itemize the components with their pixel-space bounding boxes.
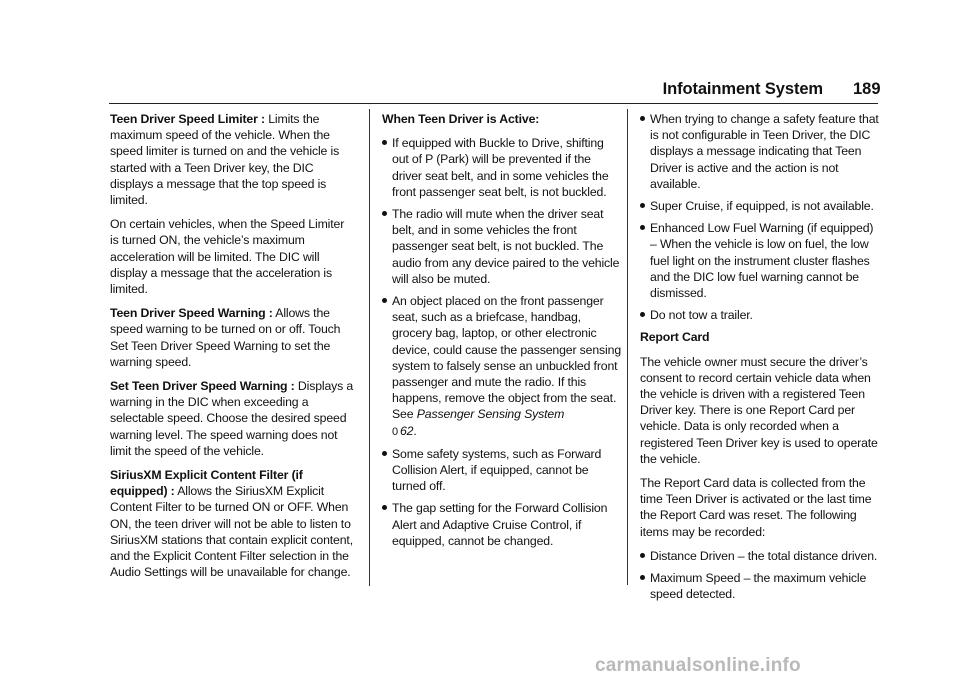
paragraph-set-speed-warning: Set Teen Driver Speed Warning : Displays a warning in the DIC when exceeding a selectable speed. Choose the desired speed warning level. The speed warning does not limit the speed of the vehicle. bbox=[110, 379, 354, 458]
paragraph-speed-limiter: Teen Driver Speed Limiter : Limits the maximum speed of the vehicle. When the speed limiter is turned on and the vehicle is started with a Teen Driver key, the DIC displays a message that the top speed is limited. bbox=[110, 112, 340, 208]
list-item: An object placed on the front passenger seat, such as a briefcase, handbag, grocery bag, laptop, or other electronic device, could cause the passenger sensing system to falsely sense an unbuckled front passenger and mute the radio. If this happens, remove the object from the seat. See Passenger Sensing System 0 62. bbox=[382, 293, 622, 440]
paragraph-acceleration: On certain vehicles, when the Speed Limiter is turned ON, the vehicle’s maximum acceleration will be limited. The DIC will display a message that the acceleration is limited. bbox=[110, 217, 345, 297]
term-label: Set Teen Driver Speed Warning : bbox=[110, 379, 295, 394]
bullet-icon bbox=[382, 211, 387, 216]
list-item: The radio will mute when the driver seat belt, and in some vehicles the front passenger seat belt, is not buckled. The audio from any device paired to the vehicle will also be muted. bbox=[382, 206, 622, 287]
column-3 bbox=[640, 111, 880, 608]
bullet-icon bbox=[640, 575, 645, 580]
bullet-icon bbox=[640, 116, 645, 121]
list-item: Do not tow a trailer. bbox=[640, 307, 880, 323]
paragraph-explicit-filter: SiriusXM Explicit Content Filter (if equipped) : Allows the SiriusXM Explicit Content Filter to be turned ON or OFF. When ON, the teen driver will not be able to listen to SiriusXM stations that contain explicit content, and the Explicit Content Filter selection in the Audio Settings will be unavailable for change. bbox=[110, 468, 353, 580]
subheading-report-card: Report Card bbox=[640, 330, 710, 345]
list-item: If equipped with Buckle to Drive, shifting out of P (Park) will be prevented if the driver seat belt, and in some vehicles the front passenger seat belt, is not buckled. bbox=[382, 135, 622, 200]
list-item: Distance Driven – the total distance driven. bbox=[640, 548, 880, 564]
term-label: Teen Driver Speed Limiter : bbox=[110, 112, 265, 126]
list-item: Enhanced Low Fuel Warning (if equipped) – When the vehicle is low on fuel, the low fuel light on the instrument cluster flashes and the DIC low fuel warning cannot be dismissed. bbox=[640, 220, 880, 301]
cross-reference-link[interactable]: Passenger Sensing System bbox=[416, 407, 565, 422]
paragraph-report-card-consent: The vehicle owner must secure the driver’s consent to record certain vehicle data when the vehicle is driven with a registered Teen Driver key. There is one Report Card per vehicle. Data is only recorded when a registered Teen Driver key is used to operate the vehicle. bbox=[640, 354, 878, 466]
paragraph-report-card-data: The Report Card data is collected from the time Teen Driver is activated or the last time the Report Card was reset. The following items may be recorded: bbox=[640, 476, 872, 539]
column-divider bbox=[627, 109, 628, 585]
list-item: When trying to change a safety feature that is not configurable in Teen Driver, the DIC displays a message indicating that Teen Driver is active and the action is not available. bbox=[640, 111, 880, 192]
column-1 bbox=[110, 111, 355, 588]
section-title: Infotainment System bbox=[662, 80, 823, 98]
bullet-icon bbox=[640, 553, 645, 558]
subheading-teen-driver-active: When Teen Driver is Active: bbox=[382, 112, 540, 126]
paragraph-speed-warning: Teen Driver Speed Warning : Allows the speed warning to be turned on or off. Touch Set Teen Driver Speed Warning to set the warning speed. bbox=[110, 306, 341, 369]
bullet-icon bbox=[382, 451, 387, 456]
bullet-icon bbox=[382, 505, 387, 510]
page-arrow-icon: 0 bbox=[392, 425, 398, 438]
header-rule bbox=[109, 103, 878, 104]
bullet-icon bbox=[382, 140, 387, 145]
term-label: SiriusXM Explicit Content Filter (if equipped) : bbox=[110, 468, 303, 499]
bullet-list bbox=[382, 135, 622, 549]
list-item: Maximum Speed – the maximum vehicle speed detected. bbox=[640, 570, 880, 602]
bullet-icon bbox=[640, 312, 645, 317]
bullet-icon bbox=[640, 203, 645, 208]
list-item: Super Cruise, if equipped, is not available. bbox=[640, 198, 880, 214]
cross-reference-page[interactable]: 62 bbox=[399, 423, 414, 438]
watermark: carmanualsonline.info bbox=[595, 655, 801, 676]
term-label: Teen Driver Speed Warning : bbox=[110, 306, 273, 321]
column-divider bbox=[369, 109, 370, 586]
bullet-list bbox=[640, 111, 880, 323]
list-item: Some safety systems, such as Forward Collision Alert, if equipped, cannot be turned off. bbox=[382, 446, 622, 495]
column-2 bbox=[382, 111, 622, 555]
bullet-list bbox=[640, 548, 880, 603]
list-item: The gap setting for the Forward Collision Alert and Adaptive Cruise Control, if equipped, cannot be changed. bbox=[382, 500, 622, 549]
bullet-icon bbox=[382, 298, 387, 303]
bullet-icon bbox=[640, 225, 645, 230]
page-number: 189 bbox=[853, 80, 881, 98]
page-header bbox=[0, 80, 960, 104]
